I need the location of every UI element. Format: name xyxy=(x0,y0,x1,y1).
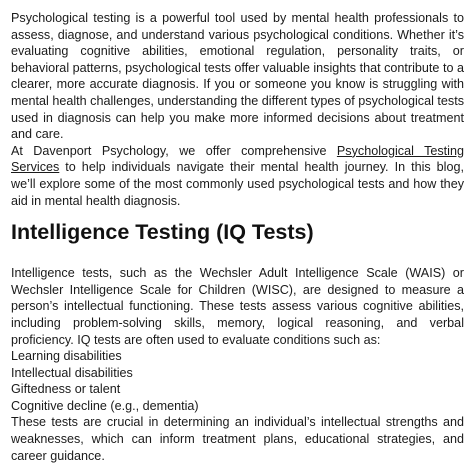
condition-item-learning: Learning disabilities xyxy=(11,349,122,364)
condition-item-giftedness: Giftedness or talent xyxy=(11,382,121,397)
conclusion-paragraph: These tests are crucial in determining an individual’s intellectual strengths and weaknesses, which can inform treatment plans, educational strategies, and career guidance. xyxy=(11,415,464,463)
psychological-testing-services-link[interactable]: Psychological Testing Services xyxy=(11,143,464,175)
intelligence-tests-paragraph: Intelligence tests, such as the Wechsler Adult Intelligence Scale (WAIS) or Wechsler Intelligence Scale for Children (WISC), are designed to measure a person’s intellectual functioning. These tests assess various cognitive abilities, including problem-solving skills, memory, logical reasoning, and verbal proficiency. IQ tests are often used to evaluate conditions such as: xyxy=(11,266,464,347)
services-paragraph-tail: to help individuals navigate their mental health journey. In this blog, we’ll explore some of the most commonly used psychological tests and how they aid in mental health diagnosis. xyxy=(11,160,464,208)
intro-paragraph: Psychological testing is a powerful tool used by mental health professionals to assess, diagnose, and understand various psychological conditions. Whether it’s evaluating cognitive abilities, emotional regulation, personality traits, or behavioral patterns, psychological tests offer valuable insights that contribute to a clearer, more accurate diagnosis. If you or someone you know is struggling with mental health challenges, understanding the different types of psychological tests used in diagnosis can help you make more informed decisions about treatment and care. xyxy=(11,11,464,142)
section-heading: Intelligence Testing (IQ Tests) xyxy=(11,220,314,245)
article-body xyxy=(11,10,464,464)
condition-item-intellectual: Intellectual disabilities xyxy=(11,365,133,380)
services-paragraph-lead: At Davenport Psychology, we offer comprehensive xyxy=(11,143,337,158)
services-paragraph xyxy=(11,143,464,209)
condition-item-cognitive-decline: Cognitive decline (e.g., dementia) xyxy=(11,398,199,413)
